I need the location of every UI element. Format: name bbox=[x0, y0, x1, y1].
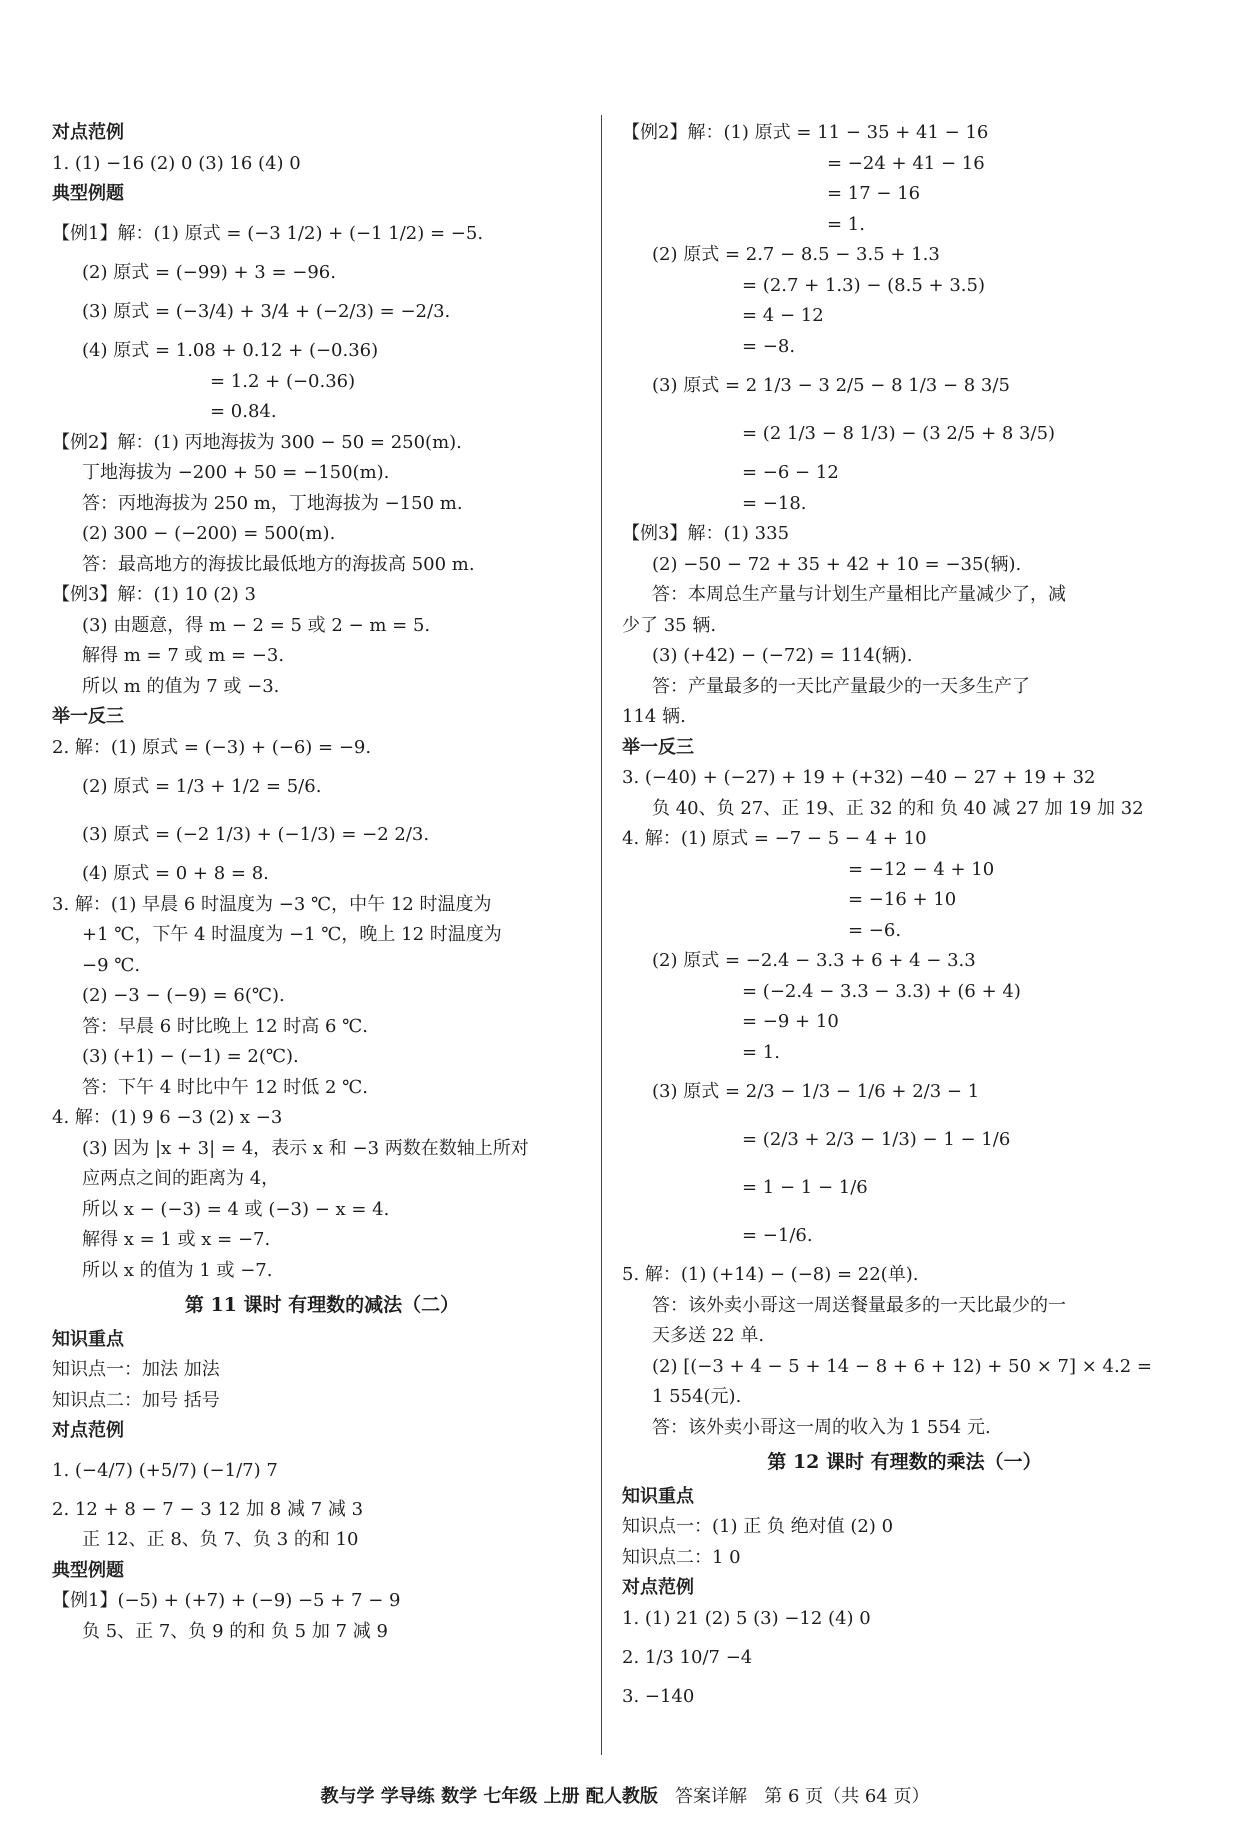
answer-line: (2) 原式 = 2.7 − 8.5 − 3.5 + 1.3 bbox=[652, 244, 940, 265]
answer-line: (4) 原式 = 1.08 + 0.12 + (−0.36) bbox=[82, 340, 379, 361]
answer-line: 2. 解：(1) 原式 = (−3) + (−6) = −9. bbox=[52, 736, 372, 758]
answer-line: 答：产量最多的一天比产量最少的一天多生产了 bbox=[652, 675, 1030, 697]
answer-line: (2) −50 − 72 + 35 + 42 + 10 = −35(辆). bbox=[652, 553, 1022, 575]
answer-line: 【例3】解：(1) 10 (2) 3 bbox=[52, 584, 256, 605]
answer-line: (2) 原式 = (−99) + 3 = −96. bbox=[82, 261, 336, 283]
answer-line: 3. −140 bbox=[622, 1686, 695, 1707]
answer-line: (2) [(−3 + 4 − 5 + 14 − 8 + 6 + 12) + 50 × 7] × 4.2 = bbox=[652, 1355, 1152, 1377]
answer-line: = −8. bbox=[742, 335, 796, 357]
answer-line: (3) 原式 = (−2 1/3) + (−1/3) = −2 2/3. bbox=[82, 824, 430, 845]
answer-line: 丁地海拔为 −200 + 50 = −150(m). bbox=[82, 462, 390, 483]
column-divider bbox=[601, 115, 602, 1755]
lesson-title: 第 12 课时 有理数的乘法（一） bbox=[767, 1451, 1042, 1473]
answer-line: 所以 x − (−3) = 4 或 (−3) − x = 4. bbox=[82, 1198, 390, 1220]
page-footer bbox=[0, 1782, 1250, 1808]
answer-line: 知识点二：加号 括号 bbox=[52, 1389, 220, 1411]
answer-line: = 1.2 + (−0.36) bbox=[210, 370, 356, 392]
section-heading: 举一反三 bbox=[52, 706, 124, 727]
answer-line: 4. 解：(1) 9 6 −3 (2) x −3 bbox=[52, 1107, 283, 1128]
answer-line: 所以 m 的值为 7 或 −3. bbox=[82, 675, 280, 697]
section-heading: 知识重点 bbox=[622, 1485, 694, 1507]
answer-line: 正 12、正 8、负 7、负 3 的和 10 bbox=[82, 1529, 359, 1550]
section-heading: 对点范例 bbox=[622, 1577, 694, 1598]
answer-line: (3) 原式 = (−3/4) + 3/4 + (−2/3) = −2/3. bbox=[82, 301, 451, 322]
answer-line: 1. (1) −16 (2) 0 (3) 16 (4) 0 bbox=[52, 152, 301, 174]
answer-line: = −9 + 10 bbox=[742, 1011, 839, 1032]
answer-line: 1. (−4/7) (+5/7) (−1/7) 7 bbox=[52, 1459, 278, 1481]
answer-line: 负 5、正 7、负 9 的和 负 5 加 7 减 9 bbox=[82, 1620, 388, 1642]
answer-line: (3) (+42) − (−72) = 114(辆). bbox=[652, 645, 913, 666]
answer-line: = −6. bbox=[848, 919, 902, 941]
section-heading: 典型例题 bbox=[52, 1559, 124, 1581]
answer-line: 所以 x 的值为 1 或 −7. bbox=[82, 1259, 273, 1281]
answer-line: 解得 m = 7 或 m = −3. bbox=[82, 645, 285, 666]
answer-line: 3. (−40) + (−27) + 19 + (+32) −40 − 27 + 19 + 32 bbox=[622, 767, 1096, 788]
answer-line: 【例2】解：(1) 丙地海拔为 300 − 50 = 250(m). bbox=[52, 431, 462, 453]
answer-line: = −12 − 4 + 10 bbox=[848, 858, 995, 880]
answer-line: (3) 因为 |x + 3| = 4，表示 x 和 −3 两数在数轴上所对 bbox=[82, 1137, 529, 1159]
answer-line: = 1. bbox=[827, 213, 865, 235]
answer-line: (2) 原式 = −2.4 − 3.3 + 6 + 4 − 3.3 bbox=[652, 950, 976, 971]
answer-line: = 1 − 1 − 1/6 bbox=[742, 1177, 868, 1198]
answer-line: 【例1】(−5) + (+7) + (−9) −5 + 7 − 9 bbox=[52, 1590, 401, 1611]
left-column bbox=[52, 118, 592, 1647]
right-column bbox=[622, 118, 1187, 1713]
answer-line: 答：该外卖小哥这一周的收入为 1 554 元. bbox=[652, 1416, 991, 1438]
answer-line: 答：早晨 6 时比晚上 12 时高 6 ℃. bbox=[82, 1015, 368, 1037]
answer-line: (2) 300 − (−200) = 500(m). bbox=[82, 523, 336, 544]
answer-line: 答：丙地海拔为 250 m，丁地海拔为 −150 m. bbox=[82, 492, 463, 514]
answer-line: 知识点一：加法 加法 bbox=[52, 1359, 220, 1380]
answer-line: 天多送 22 单. bbox=[652, 1325, 765, 1346]
answer-line: (3) 由题意，得 m − 2 = 5 或 2 − m = 5. bbox=[82, 614, 431, 636]
answer-line: = 17 − 16 bbox=[827, 183, 921, 204]
book-title: 教与学 学导练 数学 七年级 上册 配人教版 bbox=[320, 1786, 658, 1807]
answer-line: 应两点之间的距离为 4， bbox=[82, 1168, 280, 1189]
section-heading: 举一反三 bbox=[622, 736, 694, 758]
section-heading: 对点范例 bbox=[52, 1420, 124, 1441]
answer-line: 2. 12 + 8 − 7 − 3 12 加 8 减 7 减 3 bbox=[52, 1498, 364, 1520]
answer-line: (3) 原式 = 2/3 − 1/3 − 1/6 + 2/3 − 1 bbox=[652, 1081, 980, 1102]
answer-line: 1 554(元). bbox=[652, 1386, 742, 1407]
answer-line: = 1. bbox=[742, 1041, 780, 1063]
answer-line: 知识点一：(1) 正 负 绝对值 (2) 0 bbox=[622, 1516, 894, 1537]
page-number: 第 6 页（共 64 页） bbox=[764, 1786, 930, 1807]
answer-line: = (2 1/3 − 8 1/3) − (3 2/5 + 8 3/5) bbox=[742, 423, 1056, 444]
answer-line: 4. 解：(1) 原式 = −7 − 5 − 4 + 10 bbox=[622, 828, 927, 849]
answer-line: (4) 原式 = 0 + 8 = 8. bbox=[82, 863, 269, 884]
answer-line: = 4 − 12 bbox=[742, 305, 824, 326]
answer-line: = −24 + 41 − 16 bbox=[827, 152, 985, 174]
answer-line: = −6 − 12 bbox=[742, 462, 839, 483]
section-heading: 典型例题 bbox=[52, 183, 124, 204]
answer-line: 负 40、负 27、正 19、正 32 的和 负 40 减 27 加 19 加 32 bbox=[652, 797, 1144, 819]
answer-line: 【例2】解：(1) 原式 = 11 − 35 + 41 − 16 bbox=[622, 122, 989, 143]
answer-line: 5. 解：(1) (+14) − (−8) = 22(单). bbox=[622, 1264, 919, 1285]
answer-line: 1. (1) 21 (2) 5 (3) −12 (4) 0 bbox=[622, 1607, 871, 1629]
answer-line: 【例3】解：(1) 335 bbox=[622, 523, 790, 544]
answer-line: 3. 解：(1) 早晨 6 时温度为 −3 ℃，中午 12 时温度为 bbox=[52, 893, 492, 915]
answer-line: 2. 1/3 10/7 −4 bbox=[622, 1647, 753, 1668]
answer-line: −9 ℃. bbox=[82, 954, 141, 976]
section-label: 答案详解 bbox=[675, 1786, 748, 1807]
answer-line: 【例1】解：(1) 原式 = (−3 1/2) + (−1 1/2) = −5. bbox=[52, 222, 484, 244]
section-heading: 对点范例 bbox=[52, 122, 124, 143]
answer-line: = (2/3 + 2/3 − 1/3) − 1 − 1/6 bbox=[742, 1129, 1011, 1150]
answer-line: 知识点二：1 0 bbox=[622, 1546, 741, 1568]
lesson-title: 第 11 课时 有理数的减法（二） bbox=[184, 1294, 460, 1316]
answer-line: 答：最高地方的海拔比最低地方的海拔高 500 m. bbox=[82, 553, 475, 575]
answer-line: 解得 x = 1 或 x = −7. bbox=[82, 1229, 271, 1250]
answer-line: (2) −3 − (−9) = 6(℃). bbox=[82, 985, 285, 1006]
answer-line: (3) 原式 = 2 1/3 − 3 2/5 − 8 1/3 − 8 3/5 bbox=[652, 375, 1010, 396]
answer-line: = −18. bbox=[742, 492, 807, 514]
answer-line: 答：下午 4 时比中午 12 时低 2 ℃. bbox=[82, 1076, 368, 1098]
answer-line: = −1/6. bbox=[742, 1225, 813, 1246]
answer-line: (3) (+1) − (−1) = 2(℃). bbox=[82, 1046, 299, 1067]
answer-line: = −16 + 10 bbox=[848, 889, 957, 910]
answer-line: (2) 原式 = 1/3 + 1/2 = 5/6. bbox=[82, 776, 322, 797]
answer-line: = 0.84. bbox=[210, 401, 277, 422]
answer-line: 少了 35 辆. bbox=[622, 614, 717, 636]
answer-line: 答：本周总生产量与计划生产量相比产量减少了，减 bbox=[652, 584, 1066, 605]
answer-line: = (2.7 + 1.3) − (8.5 + 3.5) bbox=[742, 274, 985, 296]
answer-line: 答：该外卖小哥这一周送餐量最多的一天比最少的一 bbox=[652, 1294, 1066, 1316]
answer-line: = (−2.4 − 3.3 − 3.3) + (6 + 4) bbox=[742, 980, 1021, 1002]
answer-line: +1 ℃，下午 4 时温度为 −1 ℃，晚上 12 时温度为 bbox=[82, 924, 502, 945]
answer-line: 114 辆. bbox=[622, 706, 686, 727]
section-heading: 知识重点 bbox=[52, 1328, 124, 1350]
